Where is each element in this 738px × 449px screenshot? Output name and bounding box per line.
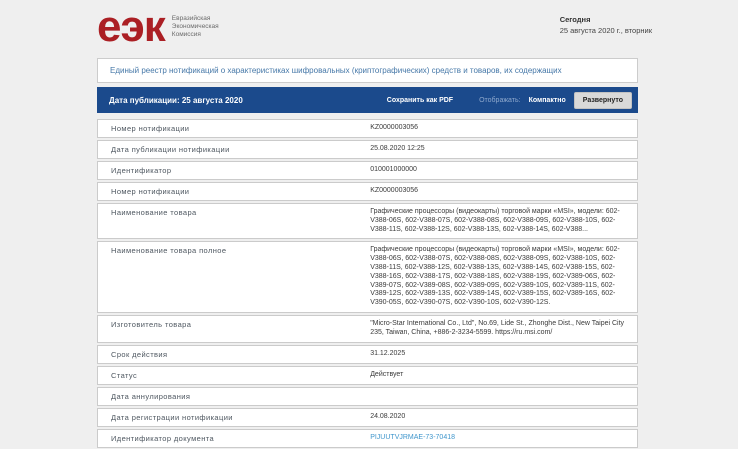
document-id-link[interactable]: PIJUUTVJRMAE-73-70418 xyxy=(370,433,455,441)
table-row xyxy=(97,315,638,343)
toolbar-actions xyxy=(387,92,632,109)
eec-logo-subtitle xyxy=(172,15,219,39)
row-label: Наименование товара полное xyxy=(111,246,227,256)
row-value: 25.08.2020 12:25 xyxy=(370,145,425,152)
row-value: Графические процессоры (видеокарты) торговой марки «MSI», модели: 602-V388-06S, 602-V388-07S, 602-V388-08S, 602-V388-09S, 602-V388-10S, 602-V388-11S, 602-V388-12S, 602-V388-13S, 602-V388-14S, 602-V388... xyxy=(370,208,620,233)
today-label: Сегодня xyxy=(559,15,591,24)
table-row xyxy=(97,241,638,313)
table-row xyxy=(97,203,638,239)
row-value: 24.08.2020 xyxy=(370,412,406,420)
row-value: KZ0000003056 xyxy=(370,124,419,131)
row-value: KZ0000003056 xyxy=(370,187,419,194)
row-label: Дата регистрации нотификации xyxy=(111,412,233,422)
table-row xyxy=(97,119,638,138)
eec-logo-mark: еэк xyxy=(97,2,165,51)
row-label: Наименование товара xyxy=(111,208,197,217)
page-container xyxy=(97,0,652,448)
row-label: Срок действия xyxy=(111,349,168,359)
eec-logo-subtitle-line2: Экономическая xyxy=(171,23,219,30)
row-label: Изготовитель товара xyxy=(111,319,192,329)
expanded-view-button[interactable]: Развернуто xyxy=(574,92,632,109)
row-value: "Micro-Star International Co., Ltd", No.69, Lide St., Zhonghe Dist., New Taipei City 235, Taiwan, China, +886-2-3234-5599. https://ru.msi.com/ xyxy=(370,319,625,336)
today-block xyxy=(560,15,652,35)
row-label: Номер нотификации xyxy=(111,124,190,133)
row-label: Номер нотификации xyxy=(111,187,190,196)
table-row xyxy=(97,161,638,180)
row-label: Идентификатор документа xyxy=(111,433,215,443)
row-value xyxy=(370,392,637,401)
eec-logo-subtitle-line1: Евразийская xyxy=(171,15,211,22)
header xyxy=(97,2,652,56)
table-row xyxy=(97,387,638,406)
display-mode-label: Отображать: xyxy=(479,96,521,104)
row-label: Дата публикации нотификации xyxy=(111,145,230,154)
table-row xyxy=(97,408,638,427)
eec-logo[interactable] xyxy=(97,2,219,51)
row-value: 31.12.2025 xyxy=(370,349,406,357)
save-pdf-button[interactable]: Сохранить как PDF xyxy=(386,96,454,104)
compact-view-button[interactable]: Компактно xyxy=(528,96,566,104)
toolbar xyxy=(97,87,638,113)
publication-date-label: Дата публикации: 25 августа 2020 xyxy=(109,95,243,105)
table-row xyxy=(97,429,638,448)
table-row xyxy=(97,140,638,159)
row-value: Графические процессоры (видеокарты) торговой марки «MSI», модели: 602-V388-06S, 602-V388-07S, 602-V388-08S, 602-V388-09S, 602-V388-10S, 602-V388-11S, 602-V388-12S, 602-V388-13S, 602-V388-14S, 602-V388-15S, 602-V388-16S, 602-V388-17S, 602-V388-18S, 602-V388-19S, 602-V389-06S, 602-V389-07S, 602-V389-08S, 602-V389-09S, 602-V389-10S, 602-V389-11S, 602-V389-12S, 602-V389-13S, 602-V389-14S, 602-V389-15S, 602-V389-16S, 602-V390-05S, 602-V390-07S, 602-V390-10S, 602-V390-12S. xyxy=(370,246,620,307)
row-label: Дата аннулирования xyxy=(111,391,191,401)
table-row xyxy=(97,182,638,201)
eec-logo-subtitle-line3: Комиссия xyxy=(171,31,201,38)
row-value: 010001000000 xyxy=(370,166,417,173)
table-row xyxy=(97,345,638,364)
row-label: Статус xyxy=(111,370,138,380)
row-label: Идентификатор xyxy=(111,166,172,175)
table-row xyxy=(97,366,638,385)
registry-title: Единый реестр нотификаций о характеристиках шифровальных (криптографических) средств и товаров, их содержащих xyxy=(110,66,562,75)
notification-table xyxy=(97,119,638,448)
registry-title-box xyxy=(97,58,638,83)
today-date: 25 августа 2020 г., вторник xyxy=(559,26,652,35)
row-value: Действует xyxy=(370,370,404,378)
